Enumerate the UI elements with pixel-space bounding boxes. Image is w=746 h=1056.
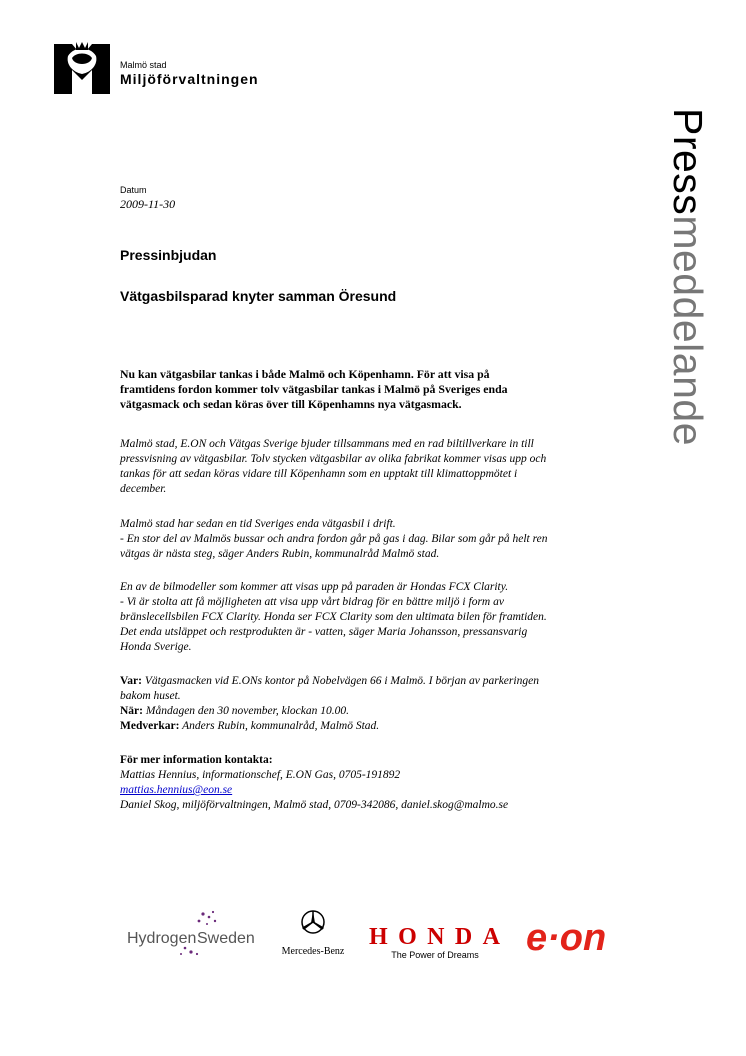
- mercedes-benz-logo: [270, 908, 356, 960]
- hydrogen-text: Hydrogen: [127, 930, 197, 947]
- when-label: När:: [120, 705, 143, 717]
- date-label: Datum: [120, 185, 147, 195]
- participants-label: Medverkar:: [120, 720, 180, 732]
- paragraph-line: Honda Sverige.: [120, 641, 192, 653]
- event-details: [120, 674, 590, 734]
- contact-email-link[interactable]: mattias.hennius@eon.se: [120, 784, 233, 796]
- paragraph-line: pressvisning av vätgasbilar. Tolv stycken vätgasbilar av olika fabrikat kommer visas upp och: [120, 453, 547, 465]
- paragraph-line: december.: [120, 483, 167, 495]
- event-when: [120, 704, 590, 719]
- document-type-heading: Pressinbjudan: [120, 247, 217, 263]
- lead-line: framtidens fordon kommer tolv vätgasbilar tankas i Malmö på Sveriges enda: [120, 382, 508, 396]
- where-value: Vätgasmacken vid E.ONs kontor på Nobelvägen 66 i Malmö. I början av parkeringen: [144, 675, 539, 687]
- document-title: Vätgasbilsparad knyter samman Öresund: [120, 288, 397, 304]
- press-release-vertical-label: [622, 108, 712, 548]
- body-paragraph: [120, 437, 590, 497]
- org-department: Miljöförvaltningen: [120, 71, 259, 87]
- lead-line: Nu kan vätgasbilar tankas i både Malmö och Köpenhamn. För att visa på: [120, 367, 490, 381]
- participants-value: Anders Rubin, kommunalråd, Malmö Stad.: [182, 720, 380, 732]
- side-label-light: meddelande: [665, 215, 711, 446]
- contact-person: Mattias Hennius, informationschef, E.ON Gas, 0705-191892: [120, 769, 401, 781]
- where-value-cont: bakom huset.: [120, 690, 181, 702]
- paragraph-line: Malmö stad, E.ON och Vätgas Sverige bjuder tillsammans med en rad biltillverkare in till: [120, 438, 534, 450]
- paragraph-line: Malmö stad har sedan en tid Sveriges enda vätgasbil i drift.: [120, 518, 396, 530]
- side-label-dark: Press: [665, 108, 711, 216]
- paragraph-line: vätgas är nästa steg, säger Anders Rubin, kommunalråd Malmö stad.: [120, 548, 440, 560]
- sweden-text: Sweden: [197, 930, 255, 947]
- date-value: 2009-11-30: [120, 197, 176, 211]
- eon-logo: [524, 914, 648, 958]
- where-label: Var:: [120, 675, 142, 687]
- event-where: [120, 674, 590, 689]
- honda-logo: [365, 922, 505, 962]
- contact-heading: För mer information kontakta:: [120, 754, 273, 766]
- lead-line: vätgasmack och sedan köras över till Köpenhamns nya vätgasmack.: [120, 397, 462, 411]
- paragraph-line: En av de bilmodeller som kommer att visas upp på paraden är Hondas FCX Clarity.: [120, 581, 509, 593]
- event-participants: [120, 719, 590, 734]
- org-city: Malmö stad: [120, 60, 167, 70]
- paragraph-line: Det enda utsläppet och restprodukten är - vatten, säger Maria Johansson, pressansvarig: [120, 626, 528, 638]
- hydrogen-sweden-logo: [125, 908, 265, 958]
- mercedes-text: Mercedes-Benz: [281, 946, 345, 957]
- paragraph-line: - En stor del av Malmös bussar och andra fordon går på gas i dag. Bilar som går på helt ren: [120, 533, 548, 545]
- honda-text: HONDA: [369, 924, 501, 950]
- body-paragraph: [120, 517, 590, 562]
- lead-paragraph: [120, 367, 590, 412]
- contact-person: Daniel Skog, miljöförvaltningen, Malmö stad, 0709-342086, daniel.skog@malmo.se: [120, 799, 509, 811]
- when-value: Måndagen den 30 november, klockan 10.00.: [145, 705, 349, 717]
- honda-tagline: The Power of Dreams: [391, 950, 479, 960]
- paragraph-line: - Vi är stolta att få möjligheten att visa upp vårt bidrag för en bättre miljö i form av: [120, 596, 504, 608]
- body-paragraph: [120, 580, 590, 655]
- eon-text: e·on: [526, 917, 607, 958]
- paragraph-line: bränslecellsbilen FCX Clarity. Honda ser FCX Clarity som den ultimata bilen för framtiden.: [120, 611, 547, 623]
- paragraph-line: tankas för att sedan köras vidare till Köpenhamn som en upptakt till klimattoppmötet i: [120, 468, 518, 480]
- malmo-coat-of-arms-logo: [52, 40, 112, 96]
- contact-info: [120, 753, 590, 813]
